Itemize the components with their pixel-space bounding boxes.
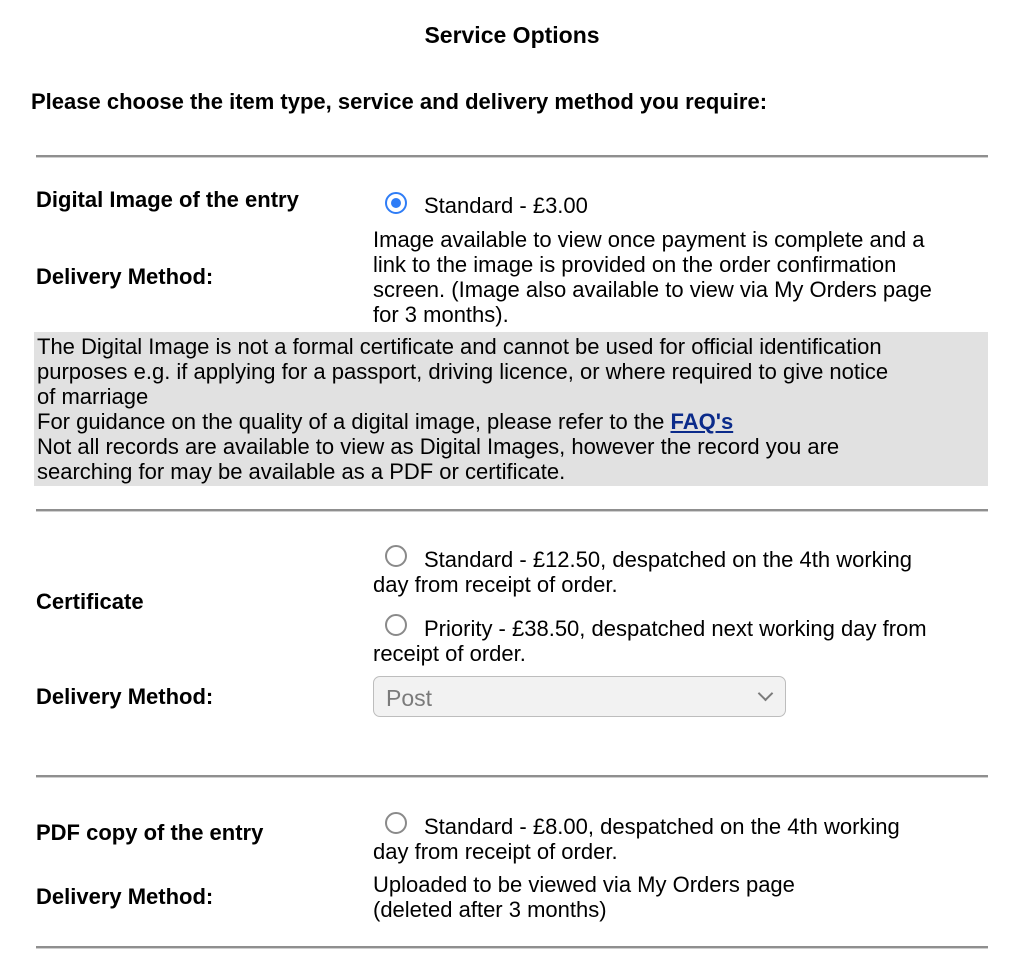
divider bbox=[36, 775, 988, 778]
digital-image-notice: The Digital Image is not a formal certificate and cannot be used for official identification purposes e.g. if applying for a passport, driving licence, or where required to give notice of marriage For guidance on the quality of a digital image, please refer to the FAQ's Not all records are available to view as Digital Images, however the record you are searching for may be available as a PDF or certificate. bbox=[34, 332, 988, 486]
certificate-priority-option-label[interactable]: Priority - £38.50, despatched next working day from receipt of order. bbox=[373, 616, 927, 666]
chevron-down-icon bbox=[758, 686, 774, 702]
digital-image-label: Digital Image of the entry bbox=[36, 187, 299, 212]
digital-standard-radio[interactable] bbox=[385, 192, 407, 214]
pdf-delivery-label: Delivery Method: bbox=[36, 884, 214, 909]
pdf-standard-option-label[interactable]: Standard - £8.00, despatched on the 4th working day from receipt of order. bbox=[373, 814, 900, 864]
divider bbox=[36, 155, 988, 158]
certificate-delivery-select[interactable] bbox=[373, 676, 786, 717]
divider bbox=[36, 946, 988, 949]
page-title: Service Options bbox=[424, 22, 600, 48]
delivery-select-value: Post bbox=[386, 685, 433, 711]
pdf-delivery-text: Uploaded to be viewed via My Orders page (deleted after 3 months) bbox=[373, 872, 795, 922]
divider bbox=[36, 509, 988, 512]
instruction-text: Please choose the item type, service and delivery method you require: bbox=[31, 89, 768, 114]
certificate-delivery-label: Delivery Method: bbox=[36, 684, 214, 709]
certificate-standard-option-label[interactable]: Standard - £12.50, despatched on the 4th working day from receipt of order. bbox=[373, 547, 913, 597]
digital-delivery-label: Delivery Method: bbox=[36, 264, 214, 289]
digital-delivery-text: Image available to view once payment is complete and a link to the image is provided on the order confirmation screen. (Image also available to view via My Orders page for 3 months). bbox=[373, 227, 932, 327]
digital-standard-option-label[interactable]: Standard - £3.00 bbox=[424, 193, 588, 218]
pdf-label: PDF copy of the entry bbox=[36, 820, 264, 845]
certificate-label: Certificate bbox=[36, 589, 144, 614]
faq-link[interactable]: FAQ's bbox=[670, 409, 734, 434]
